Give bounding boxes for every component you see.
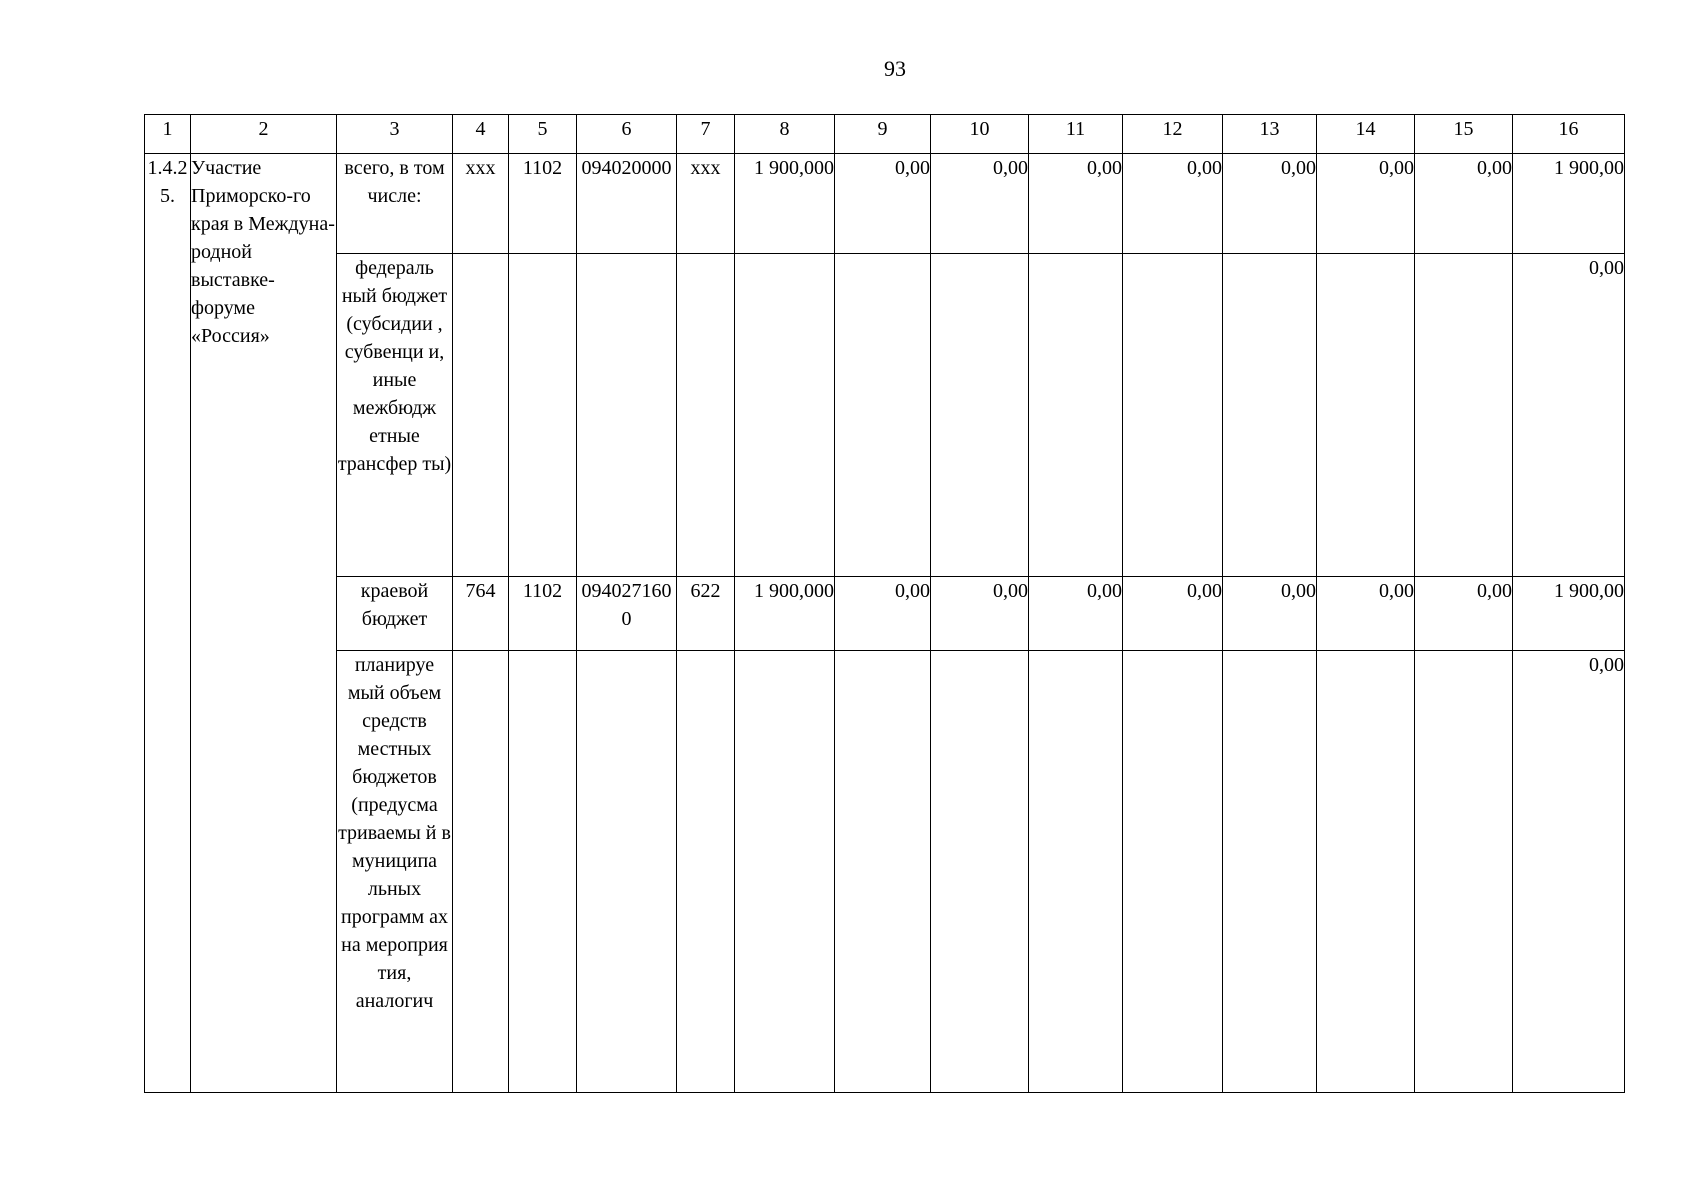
cell-col11 [1029,254,1123,577]
cell-col4: 764 [453,577,509,651]
column-header: 10 [931,115,1029,154]
cell-col15 [1415,651,1513,1093]
column-header: 2 [191,115,337,154]
item-name: Участие Приморско-го края в Междуна-родной выставке-форуме «Россия» [191,154,337,1093]
table-row-local [145,651,1625,1093]
cell-col6: 0940271600 [577,577,677,651]
cell-col16: 1 900,00 [1513,577,1625,651]
table-row-regional [145,577,1625,651]
cell-col10 [931,651,1029,1093]
cell-col4 [453,651,509,1093]
column-header: 14 [1317,115,1415,154]
column-header: 16 [1513,115,1625,154]
table-row-federal [145,254,1625,577]
cell-col6 [577,651,677,1093]
cell-col12: 0,00 [1123,154,1223,254]
cell-col16: 0,00 [1513,254,1625,577]
cell-col9: 0,00 [835,154,931,254]
cell-col15 [1415,254,1513,577]
column-header: 8 [735,115,835,154]
funding-source: краевой бюджет [337,577,453,651]
funding-source: планируе мый объем средств местных бюджетов (предусма триваемы й в муниципа льных программ ах на мероприя тия, аналогич [337,651,453,1093]
column-header: 9 [835,115,931,154]
column-header: 4 [453,115,509,154]
cell-col12 [1123,651,1223,1093]
item-number: 1.4.25. [145,154,191,1093]
cell-col14 [1317,254,1415,577]
cell-col13 [1223,254,1317,577]
cell-col7 [677,254,735,577]
column-header: 7 [677,115,735,154]
cell-col5 [509,254,577,577]
cell-col8 [735,254,835,577]
cell-col5: 1102 [509,154,577,254]
cell-col13: 0,00 [1223,154,1317,254]
cell-col10 [931,254,1029,577]
cell-col6 [577,254,677,577]
cell-col14 [1317,651,1415,1093]
cell-col8: 1 900,000 [735,154,835,254]
cell-col11: 0,00 [1029,577,1123,651]
cell-col12: 0,00 [1123,577,1223,651]
cell-col14: 0,00 [1317,577,1415,651]
budget-table [144,114,1625,1093]
cell-col8: 1 900,000 [735,577,835,651]
column-header: 6 [577,115,677,154]
cell-col4: xxx [453,154,509,254]
cell-col7 [677,651,735,1093]
cell-col15: 0,00 [1415,154,1513,254]
column-header: 15 [1415,115,1513,154]
column-header: 11 [1029,115,1123,154]
cell-col5 [509,651,577,1093]
cell-col5: 1102 [509,577,577,651]
cell-col15: 0,00 [1415,577,1513,651]
column-header: 13 [1223,115,1317,154]
cell-col8 [735,651,835,1093]
funding-source: федераль ный бюджет (субсидии , субвенци и, иные межбюдж етные трансфер ты) [337,254,453,577]
cell-col7: xxx [677,154,735,254]
column-header: 12 [1123,115,1223,154]
cell-col12 [1123,254,1223,577]
cell-col9 [835,254,931,577]
column-header: 1 [145,115,191,154]
column-header: 5 [509,115,577,154]
cell-col16: 1 900,00 [1513,154,1625,254]
column-header: 3 [337,115,453,154]
cell-col7: 622 [677,577,735,651]
cell-col10: 0,00 [931,154,1029,254]
cell-col14: 0,00 [1317,154,1415,254]
cell-col13: 0,00 [1223,577,1317,651]
cell-col11 [1029,651,1123,1093]
cell-col4 [453,254,509,577]
cell-col13 [1223,651,1317,1093]
funding-source: всего, в том числе: [337,154,453,254]
cell-col16: 0,00 [1513,651,1625,1093]
cell-col11: 0,00 [1029,154,1123,254]
table-row-total [145,154,1625,254]
cell-col10: 0,00 [931,577,1029,651]
cell-col6: 094020000 [577,154,677,254]
cell-col9 [835,651,931,1093]
header-row [145,115,1625,154]
cell-col9: 0,00 [835,577,931,651]
page-number: 93 [884,56,906,81]
